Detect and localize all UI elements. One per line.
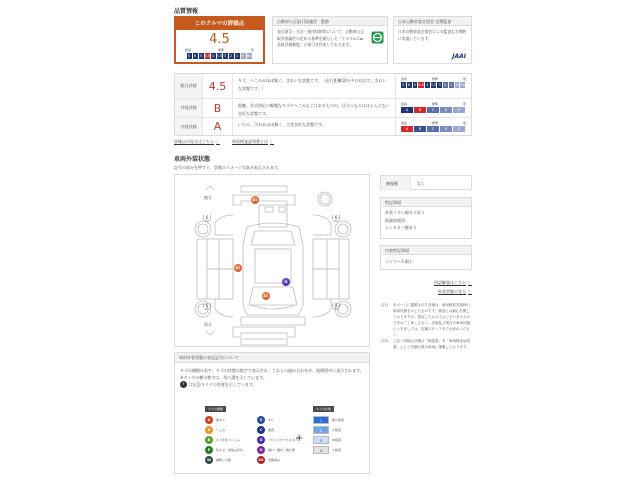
score-scale-cell: R — [241, 53, 247, 59]
damage-type-badge-icon: C — [257, 426, 265, 434]
rating-value: A — [203, 118, 233, 135]
damage-type-label: サビ — [268, 418, 275, 422]
rating-scale-cell: E — [453, 107, 466, 113]
score-scale-cell: 4 — [211, 53, 217, 59]
damage-type-item — [257, 415, 298, 425]
repair-history-panel — [380, 175, 472, 190]
quality-section-title: 品質情報 — [174, 8, 199, 15]
damage-type-item — [205, 415, 243, 425]
damage-type-item — [257, 425, 298, 435]
jaai-body: 日本自動車査定協会による監査も定期的に実施しています。 — [398, 29, 467, 41]
damage-type-item — [205, 455, 243, 465]
front-direction-label: 前方 — [204, 322, 212, 327]
rating-value: B — [203, 99, 233, 117]
rating-scale: 最高 標準 低 A B C D E — [401, 102, 466, 112]
rating-scale-bar — [401, 126, 466, 132]
special-note-item: 外装うすい線キズあり — [385, 210, 425, 215]
damage-marker-hood[interactable]: A1 — [263, 294, 269, 298]
special-notes-header: 特記事項 — [381, 198, 471, 207]
exterior-links — [380, 278, 472, 296]
jaai-header: 日本自動車査定協会 定期監査 — [394, 17, 471, 26]
repair-history-label: 修復歴 — [381, 176, 411, 191]
rating-scale-cell: B — [414, 107, 427, 113]
legend-header: 車両外装状態の表記記号について — [175, 353, 369, 363]
rating-label: 外装評価 — [175, 99, 203, 117]
damage-type-label: 補修した跡 — [216, 458, 232, 462]
damage-level-badge: 3 — [313, 436, 329, 444]
score-scale-cell: S — [187, 53, 193, 59]
tire-depth-rear-left: [ 6 ] mm — [203, 215, 212, 223]
score-scale-cell: 4.5 — [204, 54, 211, 58]
damage-level-label: 中程度 — [332, 438, 342, 442]
damage-marker-rear-bumper[interactable]: A1 — [252, 198, 258, 202]
tire-depth-rear-right: [ 6 ] mm — [332, 215, 341, 223]
repair-history-value: なし — [417, 180, 425, 186]
score-scale-bar — [176, 53, 263, 59]
legend-text-line: は応急タイヤの装着を示しています。 — [189, 382, 257, 387]
legend-text-line: キズの種類は英字、キズの状態は数字で表示され、これらの組み合わせが、展開図中に表示されます。 — [180, 368, 364, 373]
damage-type-item — [257, 455, 298, 465]
rating-scale: 最高 標準 低 S 6 5 4.5 4 3.5 3 2 1 R RA — [401, 77, 466, 87]
damage-type-badge-icon: G — [257, 436, 265, 444]
damage-level-badge: 2 — [313, 426, 329, 434]
rating-scale-cell: S — [401, 82, 407, 88]
damage-type-label: フロントガラスのキズ — [268, 438, 298, 442]
rating-table — [174, 73, 472, 136]
rating-row-overall — [175, 74, 471, 99]
damage-level-item — [313, 425, 344, 435]
damage-type-item — [205, 435, 243, 445]
fair-trade-logo-icon — [371, 26, 387, 52]
damage-type-item — [257, 435, 298, 445]
how-to-read-score-link[interactable]: 評価点の見方はこちら 〉 — [174, 139, 220, 144]
damage-type-label: 腐食 — [268, 428, 275, 432]
score-box-header: このクルマの評価点 — [176, 18, 263, 30]
damage-level-badge: 1 — [313, 416, 329, 424]
damage-type-label: 交換済み — [268, 458, 281, 462]
plus-icon: + — [295, 433, 304, 444]
score-scale-cell: 3 — [223, 53, 229, 59]
damage-marker-left-door[interactable]: A1 — [235, 266, 241, 270]
damage-type-label: 割れ・破れ・取れ等 — [268, 448, 296, 452]
damage-levels-legend — [313, 406, 344, 455]
damage-type-badge-icon: XX — [258, 458, 264, 462]
exterior-guide-link[interactable]: 外装状態の見方 〉 — [438, 289, 472, 294]
score-scale-cell: 6 — [193, 53, 199, 59]
damage-levels-tag: キズの状態 — [313, 406, 334, 412]
rating-scale-cell: D — [440, 126, 453, 132]
rating-scale-cell: RA — [460, 83, 465, 87]
damage-type-item — [205, 445, 243, 455]
score-scale-cell: 2 — [229, 53, 235, 59]
exterior-section-title: 車両外装状態 — [174, 156, 211, 163]
damage-level-item — [313, 445, 344, 455]
rating-label: 内装評価 — [175, 118, 203, 135]
rating-scale-cell: 4.5 — [418, 83, 424, 87]
interior-notes-panel — [380, 245, 472, 270]
damage-level-label: 極小程度 — [332, 418, 345, 422]
damage-type-label: 色あせ・塗装はがれ — [216, 448, 244, 452]
rating-description: いたみ、汚れがほぼ無く、大変良好な状態です。 — [233, 118, 396, 135]
rating-scale: 最高 標準 低 A B C D E — [401, 121, 466, 131]
interior-notes-header: 内装特記事項 — [381, 246, 471, 255]
supervision-header: 自動車公正取引協議会 監修 — [273, 17, 387, 26]
damage-type-badge-icon: X — [257, 446, 265, 454]
interior-note-item: コンソール傷小 — [385, 259, 413, 264]
rating-scale-cell: 3 — [437, 82, 443, 88]
rating-scale-bar — [401, 107, 466, 113]
rating-links — [174, 139, 274, 145]
score-scale-labels: 最高 標準 低 — [185, 48, 254, 52]
overall-score-box — [174, 16, 265, 64]
rating-scale-cell: 2 — [443, 82, 449, 88]
rating-scale-cell: C — [427, 107, 440, 113]
jaai-panel — [393, 16, 472, 64]
damage-type-badge-icon: U — [205, 426, 213, 434]
damage-type-label: 線キズ — [216, 418, 225, 422]
glossary-link[interactable]: 用語解説はこちら 〉 — [434, 280, 472, 285]
damage-type-badge-icon: S — [257, 416, 265, 424]
special-note-item: レンタカー歴あり — [385, 225, 417, 230]
score-scale-cell: 3.5 — [216, 54, 223, 58]
damage-type-badge-icon: W — [205, 456, 213, 464]
inspection-certificate-link[interactable]: 車両検査証明書とは 〉 — [232, 139, 274, 144]
legend-panel — [174, 352, 370, 474]
rating-row-exterior — [175, 99, 471, 118]
damage-level-label: 大程度 — [332, 448, 342, 452]
rating-scale-cell: D — [440, 107, 453, 113]
tire-depth-front-left: [ 5 ] mm — [203, 303, 212, 311]
rating-scale-cell: R — [455, 82, 461, 88]
damage-level-item — [313, 435, 344, 445]
rating-row-interior — [175, 118, 471, 135]
rear-direction-label: 後方 — [204, 195, 212, 200]
rating-scale-cell: 3.5 — [430, 83, 437, 87]
tire-depth-front-right: [ 5 ] mm — [332, 303, 341, 311]
rating-scale-cell: 4 — [425, 82, 431, 88]
damage-marker-windshield[interactable]: G — [282, 278, 290, 286]
rating-scale-bar — [401, 82, 466, 88]
rating-scale-cell: 1 — [449, 82, 455, 88]
supervision-panel — [272, 16, 388, 64]
car-diagram — [174, 174, 370, 347]
special-notes-panel — [380, 197, 472, 239]
rating-description: 距離、年式相応の軽微なキズやへこみなどはあるものの、目立つものはほとんどない良好な状態です。 — [233, 99, 396, 117]
damage-type-label: へこみ — [216, 428, 226, 432]
damage-level-badge: 4 — [313, 446, 329, 454]
jaai-logo: JAAI — [452, 53, 466, 60]
rating-label: 総合評価 — [175, 74, 203, 98]
supervision-body: 表示項目・方法・運用体制等について、自動車公正取引協議会の定める基準を満たした「トヨタU-Car品質評価制度」に基づき作成しております。 — [277, 29, 365, 47]
rating-scale-cell: B — [414, 126, 427, 132]
exterior-subtitle: 記号の部分を押すと、状態のイメージ写真が表示されます。 — [174, 165, 282, 170]
damage-type-badge-icon: B — [205, 436, 213, 444]
rating-value: 4.5 — [203, 74, 233, 98]
rating-scale-cell: A — [401, 107, 414, 113]
rating-description: キズ、へこみがほぼ無く、きれいな状態です。（走行距離10万キロ以内で、きれいな状態です。） — [233, 74, 396, 98]
damage-level-label: 小程度 — [332, 428, 342, 432]
rating-scale-cell: 5 — [413, 82, 419, 88]
rating-scale-cell: 6 — [407, 82, 413, 88]
damage-type-label: キズを伴うへこみ — [216, 438, 240, 442]
damage-types-legend — [205, 406, 298, 465]
damage-level-item — [313, 415, 344, 425]
score-scale-cell: RA — [246, 54, 252, 58]
score-scale-cell: 1 — [235, 53, 241, 59]
damage-type-item — [257, 445, 298, 455]
damage-type-badge-icon: A — [205, 416, 213, 424]
damage-types-tag: キズの種類 — [205, 406, 226, 412]
rating-scale-cell: A — [401, 126, 414, 132]
score-scale-cell: 5 — [199, 53, 205, 59]
legend-text-line: ※タイヤの横の数字は、残り溝を示しています。 — [180, 375, 267, 380]
spare-tire-icon: T — [180, 381, 187, 388]
disclaimer-notes: 注1) 本ページに掲載された評価は、車両検査実施時の車両状態を示したものです。検査には細心を期しておりますが、保証したものではございませんので予めご了承ください。詳細及び現在の車両状態につきましては、店舗スタッフまでお尋ねください。 注2) 上記と同様の評価は「検査書」を「車両検査証明書」として店舗の展示車両に掲載しております。 — [381, 303, 470, 349]
note-text: 上記と同様の評価は「検査書」を「車両検査証明書」として店舗の展示車両に掲載しております。 — [393, 339, 470, 349]
note-text: 本ページに掲載された評価は、車両検査実施時の車両状態を示したものです。検査には細心を期しておりますが、保証したものではございませんので予めご了承ください。詳細及び現在の車両状態につきましては、店舗スタッフまでお尋ねください。 — [393, 303, 470, 337]
damage-type-badge-icon: P — [205, 446, 213, 454]
rating-scale-cell: E — [453, 126, 466, 132]
score-value: 4.5 — [209, 32, 230, 47]
damage-type-item — [205, 425, 243, 435]
rating-scale-cell: C — [427, 126, 440, 132]
special-note-item: 防錆処理済 — [385, 217, 405, 223]
